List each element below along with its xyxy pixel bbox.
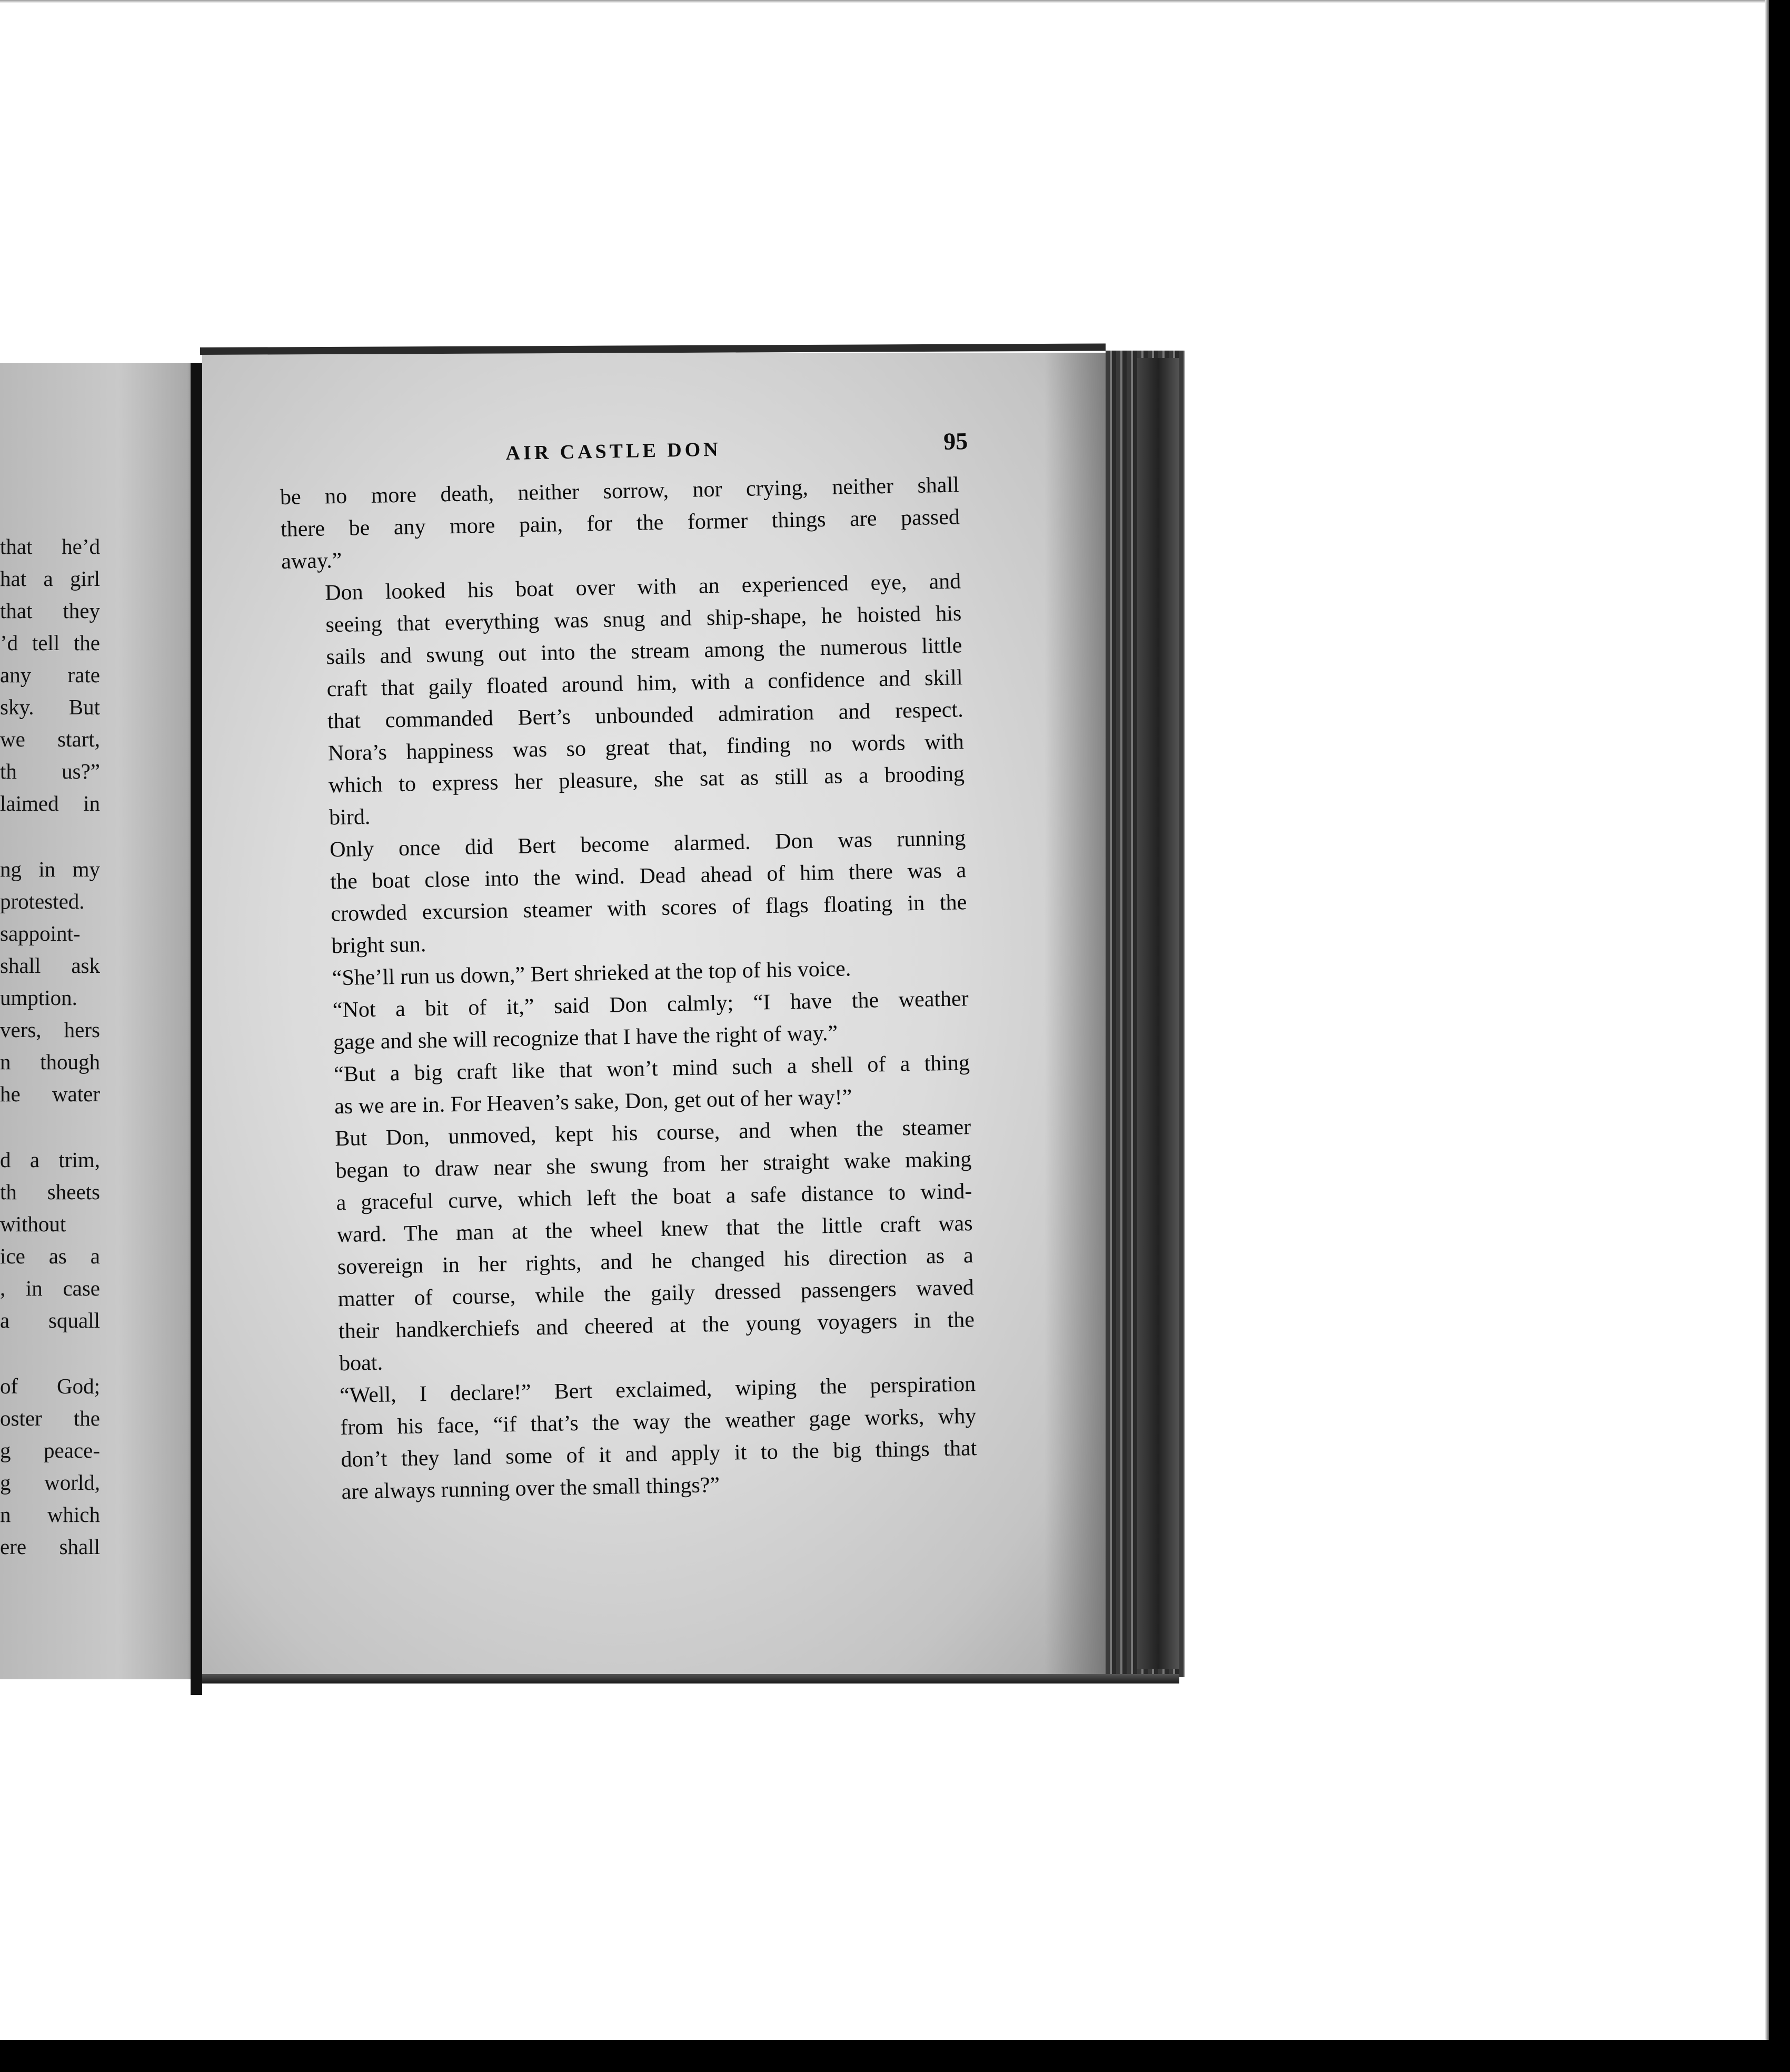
page-bottom-edge bbox=[200, 1674, 1179, 1683]
left-line: d a trim, bbox=[0, 1148, 100, 1172]
left-line: ere shall bbox=[0, 1535, 100, 1559]
text-line: “But a big craft like that won’t mind such a shell of a thing bbox=[333, 1051, 970, 1087]
left-line: ’d tell the bbox=[0, 631, 100, 655]
text-line: the boat close into the wind. Dead ahead of him there was a bbox=[330, 858, 967, 894]
text-line: seeing that everything was snug and ship-shape, he hoisted his bbox=[325, 601, 962, 637]
left-line: umption. bbox=[0, 985, 77, 1010]
left-line: that he’d bbox=[0, 534, 100, 559]
left-line: laimed in bbox=[0, 791, 100, 815]
left-line: he water bbox=[0, 1082, 100, 1106]
text-line: “Well, I declare!” Bert exclaimed, wiping the perspiration bbox=[339, 1372, 976, 1408]
left-line: vers, hers bbox=[0, 1018, 100, 1042]
text-line: don’t they land some of it and apply it to the big things that bbox=[341, 1436, 977, 1472]
text-line: bird. bbox=[329, 804, 371, 830]
book-cover-edge bbox=[1137, 358, 1179, 1669]
left-line: th us?” bbox=[0, 759, 100, 783]
left-page-text-clip bbox=[0, 363, 105, 1679]
left-line: n which bbox=[0, 1502, 100, 1527]
left-line: shall ask bbox=[0, 953, 100, 978]
text-line: matter of course, while the gaily dressed passengers waved bbox=[337, 1276, 974, 1312]
left-line: any rate bbox=[0, 663, 100, 687]
text-line: there be any more pain, for the former things are passed bbox=[280, 505, 960, 542]
text-line: craft that gaily floated around him, with a confidence and skill bbox=[326, 665, 963, 702]
paragraph bbox=[289, 983, 969, 1060]
text-line: boat. bbox=[339, 1350, 383, 1376]
left-line: g world, bbox=[0, 1470, 100, 1495]
right-page-content bbox=[279, 427, 978, 1509]
text-line: “Not a bit of it,” said Don calmly; “I have the weather bbox=[332, 987, 969, 1023]
left-line: n though bbox=[0, 1050, 100, 1074]
text-line: which to express her pleasure, she sat as still as a brooding bbox=[328, 762, 965, 798]
running-head-title: AIR CASTLE DON bbox=[505, 438, 722, 465]
paragraph bbox=[280, 469, 960, 578]
left-line: without bbox=[0, 1212, 66, 1236]
paragraph bbox=[291, 1047, 971, 1124]
left-line: sky. But bbox=[0, 695, 100, 719]
text-line: began to draw near she swung from her straight wake making bbox=[335, 1147, 972, 1183]
text-line: “She’ll run us down,” Bert shrieked at the top of his voice. bbox=[332, 957, 851, 991]
text-line: sovereign in her rights, and he changed his direction as a bbox=[337, 1243, 974, 1280]
left-line: th sheets bbox=[0, 1180, 100, 1204]
left-line: ng in my bbox=[0, 857, 100, 881]
left-line: sappoint- bbox=[0, 921, 81, 945]
text-line: a graceful curve, which left the boat a safe distance to wind- bbox=[336, 1179, 972, 1216]
body-text bbox=[280, 469, 978, 1509]
left-line: of God; bbox=[0, 1374, 100, 1398]
text-line: as we are in. For Heaven’s sake, Don, get out of her way!” bbox=[334, 1085, 852, 1119]
text-line: ward. The man at the wheel knew that the little craft was bbox=[336, 1211, 973, 1248]
left-line: we start, bbox=[0, 727, 100, 751]
paragraph bbox=[292, 1111, 976, 1381]
left-line: hat a girl bbox=[0, 566, 100, 591]
text-line: sails and swung out into the stream among the numerous little bbox=[326, 633, 962, 670]
left-line: g peace- bbox=[0, 1438, 100, 1462]
left-line: a squall bbox=[0, 1308, 100, 1332]
paragraph-gap bbox=[0, 1110, 100, 1144]
scan-top-edge bbox=[0, 0, 1790, 3]
text-line: from his face, “if that’s the way the weather gage works, why bbox=[340, 1404, 977, 1440]
text-line: Only once did Bert become alarmed. Don was running bbox=[329, 826, 966, 862]
text-line: gage and she will recognize that I have the right of way.” bbox=[333, 1021, 838, 1055]
text-line: that commanded Bert’s unbounded admiration and respect. bbox=[327, 698, 964, 734]
text-line: bright sun. bbox=[331, 932, 426, 959]
text-line: Nora’s happiness was so great that, finding no words with bbox=[327, 730, 964, 766]
left-page-text bbox=[0, 531, 100, 1563]
text-line: crowded excursion steamer with scores of flags floating in the bbox=[331, 890, 967, 927]
open-book bbox=[0, 347, 1190, 1685]
paragraph-gap bbox=[0, 1337, 100, 1370]
paragraph-gap bbox=[0, 820, 100, 853]
scan-bottom-edge bbox=[0, 2040, 1790, 2072]
paragraph bbox=[296, 1368, 978, 1509]
page-number: 95 bbox=[943, 427, 968, 455]
left-line: , in case bbox=[0, 1276, 100, 1300]
text-line: be no more death, neither sorrow, nor crying, neither shall bbox=[280, 473, 960, 510]
paragraph bbox=[282, 565, 966, 835]
left-line: oster the bbox=[0, 1406, 100, 1430]
left-page bbox=[0, 363, 197, 1679]
text-line: away.” bbox=[281, 548, 342, 574]
left-line: protested. bbox=[0, 889, 85, 913]
paragraph bbox=[286, 822, 968, 963]
text-line: are always running over the small things?” bbox=[341, 1472, 720, 1505]
book-gutter bbox=[191, 363, 202, 1695]
left-line: that they bbox=[0, 599, 100, 623]
text-line: But Don, unmoved, kept his course, and when the steamer bbox=[334, 1115, 971, 1151]
text-line: their handkerchiefs and cheered at the young voyagers in the bbox=[338, 1308, 975, 1344]
scan-right-edge bbox=[1769, 0, 1790, 2072]
left-line: ice as a bbox=[0, 1244, 100, 1268]
text-line: Don looked his boat over with an experienced eye, and bbox=[324, 569, 961, 605]
